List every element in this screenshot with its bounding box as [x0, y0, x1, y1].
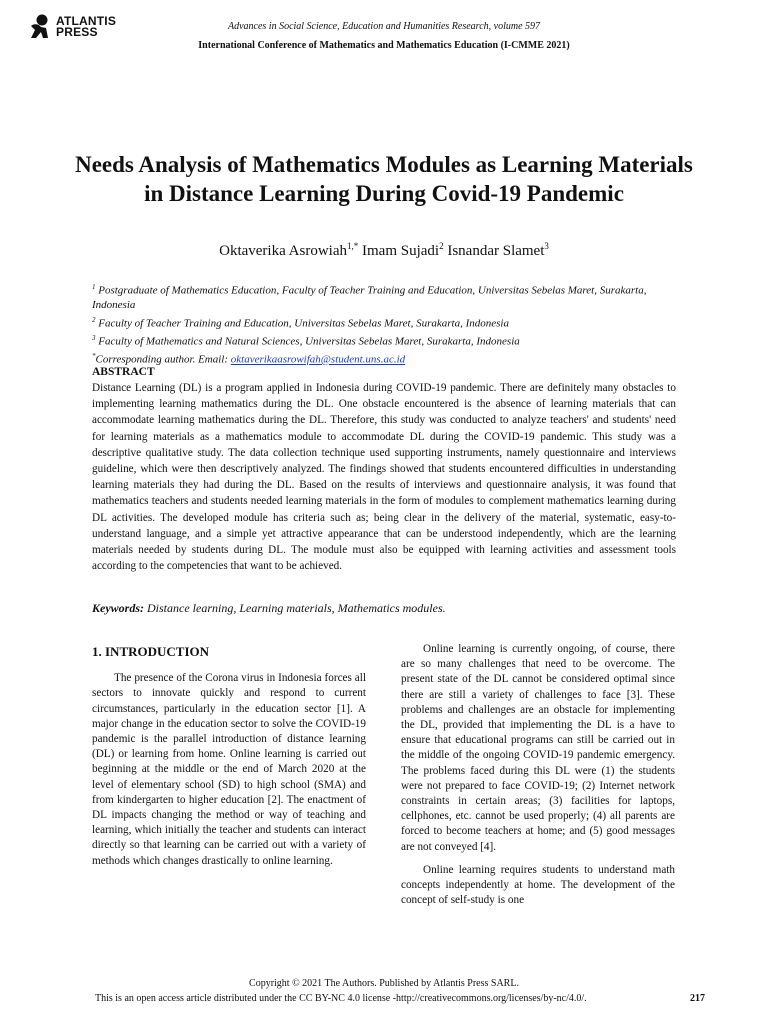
- keywords-list: Distance learning, Learning materials, Mathematics modules.: [147, 601, 446, 615]
- corresponding-author: *Corresponding author. Email: oktaverikaasrowifah@student.uns.ac.id: [92, 351, 406, 366]
- author-name: Imam Sujadi: [362, 243, 440, 259]
- author-sup: 2: [439, 241, 444, 251]
- author-name: Isnandar Slamet: [447, 243, 545, 259]
- author-list: [0, 241, 768, 260]
- keywords-label: Keywords:: [92, 601, 144, 615]
- left-column: [92, 644, 366, 869]
- paragraph: The presence of the Corona virus in Indonesia forces all sectors to innovate quickly and respond to current circumstances, particularly in the education sector [1]. A major change in the education sector to solve the COVID-19 pandemic is the parallel introduction of distance learning (DL) or learning from home. Online learning is carried out beginning at the middle or the end of March 2020 at the level of elementary school (SD) to high school (SMA) and from kindergarten to higher education [2]. The enactment of DL impacts changing the method or way of teaching and learning, which initially the teacher and students can interact directly so that learning can be carried out with a variety of methods which changes drastically to online learning.: [92, 672, 366, 867]
- author-sup: 3: [544, 241, 549, 251]
- email-link[interactable]: oktaverikaasrowifah@student.uns.ac.id: [230, 353, 406, 366]
- affiliation: $^1$ Postgraduate of Mathematics Education, Faculty of Teacher Training and Education, Universitas Sebelas Maret, Surakarta, Indonesia: [92, 283, 647, 312]
- paragraph: Online learning requires students to understand math concepts independently at home. The development of the concept of self-study is one: [401, 863, 675, 907]
- affiliation: $^2$ Faculty of Teacher Training and Education, Universitas Sebelas Maret, Surakarta, Indonesia: [92, 315, 509, 330]
- series-title: Advances in Social Science, Education and Humanities Research, volume 597: [227, 21, 541, 32]
- right-column: [401, 642, 675, 908]
- abstract-text: Distance Learning (DL) is a program applied in Indonesia during COVID-19 pandemic. There are definitely many obstacles to implementing learning mathematics during the DL. One obstacle encountered is the absence of learning materials that can accommodate learning mathematics during the DL. Therefore, this study was conducted to analyze teachers' and students' need for learning materials as a mathematics module to accommodate DL during the COVID-19 pandemic. This study was a descriptive qualitative study. The data collection technique used supporting instruments, namely questionnaire and interviews guideline, which were then descriptively analyzed. The findings showed that students encountered difficulties in understanding learning materials they had during the DL. Based on the results of interviews and questionnaire analysis, it was found that mathematics teachers and students needed learning materials in the form of modules to complement mathematics learning during DL activities. The developed module has criteria such as; being clear in the delivery of the material, systematic, easy-to-understand language, and a simple yet attractive appearance that can be understood independently, which are the learning materials needed by students during DL. The module must also be equipped with learning activities and assessment tools according to the competencies that want to be achieved.: [92, 382, 676, 573]
- keywords: [92, 601, 446, 616]
- license-line: This is an open access article distributed under the CC BY-NC 4.0 license -http://creativecommons.org/licenses/by-nc/4.0/.: [95, 993, 587, 1004]
- conference-title: International Conference of Mathematics and Mathematics Education (I-CMME 2021): [198, 40, 570, 51]
- affiliations: [92, 280, 672, 367]
- paragraph: Online learning is currently ongoing, of course, there are so many challenges that need to be overcome. The present state of the DL cannot be considered optimal since there are still a variety of challenges to face [3]. These problems and challenges are an obstacle for implementing the DL, provided that implementing the DL is a have to ensure that educational programs can still be carried out in the middle of the ongoing COVID-19 pandemic emergency. The problems faced during this DL were (1) the students were not prepared to face COVID-19; (2) Internet network constraints in certain areas; (3) facilities for laptops, cellphones, etc. cannot be used properly; (4) all parents are forced to become teachers at home; and (5) good messages are not conveyed [4].: [401, 643, 675, 853]
- paper-title: Needs Analysis of Mathematics Modules as Learning Materials in Distance Learning During Covid-19 Pandemic: [75, 152, 693, 206]
- section-heading: 1. INTRODUCTION: [92, 644, 210, 659]
- logo-line2: PRESS: [56, 25, 98, 39]
- abstract-heading: ABSTRACT: [92, 366, 155, 378]
- affiliation: $^3$ Faculty of Mathematics and Natural Sciences, Universitas Sebelas Maret, Surakarta, Indonesia: [92, 333, 520, 348]
- author-sup: 1,*: [347, 241, 359, 251]
- logo-line1: ATLANTIS: [56, 14, 117, 28]
- copyright-line: Copyright © 2021 The Authors. Published by Atlantis Press SARL.: [249, 978, 519, 989]
- author-name: Oktaverika Asrowiah: [219, 243, 347, 259]
- page-number: 217: [690, 993, 705, 1004]
